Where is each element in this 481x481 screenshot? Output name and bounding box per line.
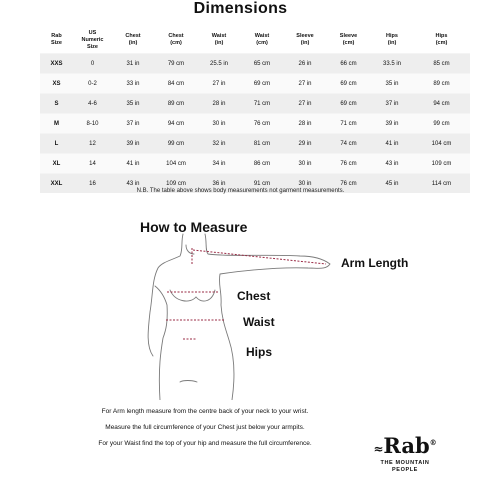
size-cell: M [40, 114, 73, 134]
table-cell: 43 in [112, 174, 154, 194]
table-cell: 76 cm [326, 154, 371, 174]
table-cell: 89 cm [154, 94, 198, 114]
table-cell: 39 in [371, 114, 413, 134]
table-cell: 89 cm [413, 74, 470, 94]
table-header-cell: Sleeve (cm) [339, 33, 358, 46]
table-cell: 66 cm [326, 54, 371, 74]
table-cell: 43 in [371, 154, 413, 174]
table-cell: 12 [73, 134, 112, 154]
size-cell: L [40, 134, 73, 154]
table-row [40, 54, 470, 74]
table-cell: 30 in [284, 174, 326, 194]
table-cell: 33 in [112, 74, 154, 94]
table-cell: 8-10 [73, 114, 112, 134]
table-cell: 36 in [198, 174, 240, 194]
waist-label: Waist [243, 315, 275, 329]
table-cell: 14 [73, 154, 112, 174]
table-cell: 35 in [371, 74, 413, 94]
arm-instruction: For Arm length measure from the centre back of your neck to your wrist. [101, 408, 309, 415]
table-cell: 28 in [284, 114, 326, 134]
rab-logo-wordmark: ≈Rab® [373, 433, 437, 458]
chest-label: Chest [237, 289, 271, 303]
table-cell: 27 in [284, 94, 326, 114]
table-cell: 37 in [371, 94, 413, 114]
table-cell: 0 [73, 54, 112, 74]
table-cell: 74 cm [326, 134, 371, 154]
table-cell: 114 cm [413, 174, 470, 194]
table-cell: 79 cm [154, 54, 198, 74]
table-cell: 29 in [284, 134, 326, 154]
table-cell: 25.5 in [198, 54, 240, 74]
body-outline-figure [0, 230, 481, 400]
size-cell: XXL [40, 174, 73, 194]
table-cell: 69 cm [326, 74, 371, 94]
table-header-row [40, 27, 470, 54]
table-note: N.B. The table above shows body measurements not garment measurements. [136, 188, 345, 194]
table-cell: 69 cm [240, 74, 284, 94]
table-cell: 99 cm [154, 134, 198, 154]
size-cell: S [40, 94, 73, 114]
size-table [40, 27, 470, 193]
table-cell: 16 [73, 174, 112, 194]
table-cell: 27 in [198, 74, 240, 94]
table-cell: 32 in [198, 134, 240, 154]
table-cell: 69 cm [326, 94, 371, 114]
arm-length-line [193, 250, 326, 264]
table-header-cell: Waist (in) [211, 33, 227, 46]
table-header-cell: Waist (cm) [254, 33, 270, 46]
waist-instruction: For your Waist find the top of your hip and measure the full circumference. [98, 440, 312, 447]
brand-tagline-1: THE MOUNTAIN [380, 460, 430, 466]
table-body [40, 54, 470, 194]
table-header-cell: Sleeve (in) [296, 33, 314, 46]
table-cell: 35 in [112, 94, 154, 114]
table-cell: 104 cm [413, 134, 470, 154]
table-cell: 26 in [284, 54, 326, 74]
table-cell: 94 cm [413, 94, 470, 114]
table-cell: 41 in [371, 134, 413, 154]
size-cell: XXS [40, 54, 73, 74]
table-cell: 76 cm [240, 114, 284, 134]
table-cell: 65 cm [240, 54, 284, 74]
table-cell: 84 cm [154, 74, 198, 94]
table-cell: 27 in [284, 74, 326, 94]
table-cell: 30 in [284, 154, 326, 174]
table-cell: 76 cm [326, 174, 371, 194]
table-cell: 34 in [198, 154, 240, 174]
table-cell: 85 cm [413, 54, 470, 74]
table-cell: 28 in [198, 94, 240, 114]
table-cell: 109 cm [413, 154, 470, 174]
table-cell: 33.5 in [371, 54, 413, 74]
table-header-cell: US Numeric Size [81, 29, 104, 50]
table-cell: 37 in [112, 114, 154, 134]
table-header-cell: Chest (in) [125, 33, 141, 46]
table-cell: 99 cm [413, 114, 470, 134]
table-row [40, 94, 470, 114]
table-cell: 31 in [112, 54, 154, 74]
dimensions-title: Dimensions [193, 0, 288, 17]
size-cell: XS [40, 74, 73, 94]
table-header-cell: Hips (in) [386, 33, 398, 46]
table-header-cell: Chest (cm) [168, 33, 184, 46]
table-row [40, 114, 470, 134]
table-row [40, 74, 470, 94]
table-cell: 104 cm [154, 154, 198, 174]
table-cell: 4-6 [73, 94, 112, 114]
table-cell: 86 cm [240, 154, 284, 174]
table-row [40, 154, 470, 174]
size-cell: XL [40, 154, 73, 174]
table-cell: 109 cm [154, 174, 198, 194]
table-header-cell: Hips (cm) [435, 33, 448, 46]
how-to-measure-title: How to Measure [140, 219, 248, 235]
table-cell: 71 cm [326, 114, 371, 134]
chest-instruction: Measure the full circumference of your Chest just below your armpits. [105, 424, 305, 431]
table-cell: 45 in [371, 174, 413, 194]
table-cell: 41 in [112, 154, 154, 174]
table-row [40, 134, 470, 154]
table-cell: 71 cm [240, 94, 284, 114]
arm-length-label: Arm Length [341, 256, 409, 270]
table-cell: 91 cm [240, 174, 284, 194]
table-header-cell: Rab Size [50, 33, 62, 46]
table-cell: 39 in [112, 134, 154, 154]
table-cell: 94 cm [154, 114, 198, 134]
mountain-mark-icon: ≈ [373, 442, 384, 456]
table-cell: 30 in [198, 114, 240, 134]
brand-tagline-2: PEOPLE [392, 467, 418, 473]
hips-label: Hips [246, 345, 273, 359]
rab-logo [365, 432, 445, 474]
table-cell: 0-2 [73, 74, 112, 94]
table-cell: 81 cm [240, 134, 284, 154]
